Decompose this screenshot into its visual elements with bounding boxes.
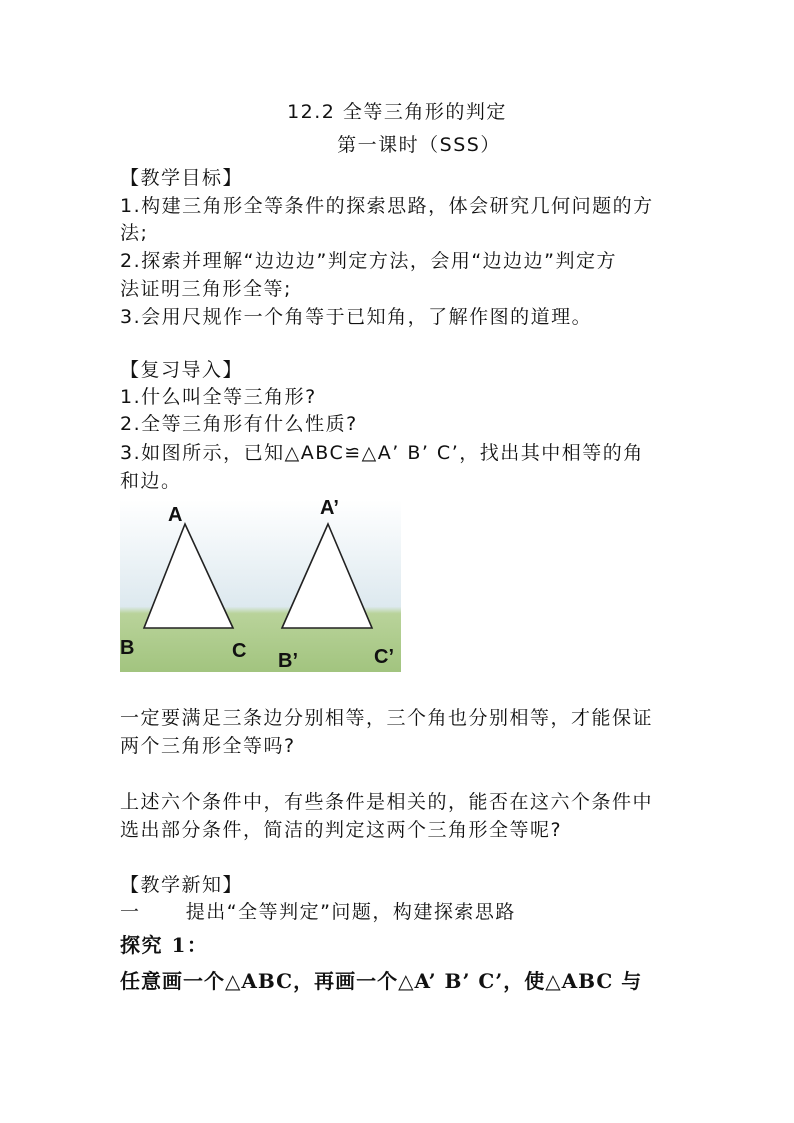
question-2-line: 上述六个条件中，有些条件是相关的，能否在这六个条件中: [120, 791, 654, 813]
question-1-line: 一定要满足三条边分别相等，三个角也分别相等，才能保证: [120, 707, 654, 729]
label-c: C: [232, 640, 247, 662]
review-heading: 【复习导入】: [120, 359, 244, 381]
objectives-heading: 【教学目标】: [120, 167, 244, 189]
objectives-line: 法;: [120, 222, 149, 244]
question-2-line: 选出部分条件，简洁的判定这两个三角形全等呢?: [120, 819, 563, 841]
congruent-triangles-figure: [120, 500, 401, 672]
label-b-prime: B’: [278, 650, 298, 672]
page-subtitle: 第一课时（SSS）: [337, 134, 501, 156]
review-line: 1.什么叫全等三角形?: [120, 386, 317, 408]
new-knowledge-item: 一 提出“全等判定”问题，构建探索思路: [120, 901, 516, 923]
objectives-line: 1.构建三角形全等条件的探索思路，体会研究几何问题的方: [120, 195, 654, 217]
explore-text: 任意画一个△ABC，再画一个△A’ B’ C’，使△ABC 与: [120, 969, 643, 993]
label-a: A: [168, 504, 183, 526]
objectives-line: 3.会用尺规作一个角等于已知角，了解作图的道理。: [120, 306, 593, 328]
new-knowledge-heading: 【教学新知】: [120, 874, 244, 896]
review-line: 和边。: [120, 470, 182, 492]
explore-label: 探究 1：: [120, 933, 209, 957]
label-b: B: [120, 637, 135, 659]
review-line: 3.如图所示，已知△ABC≌△A’ B’ C’，找出其中相等的角: [120, 442, 644, 464]
objectives-line: 法证明三角形全等;: [120, 278, 292, 300]
label-c-prime: C’: [374, 646, 394, 668]
page-title: 12.2 全等三角形的判定: [287, 101, 507, 123]
review-line: 2.全等三角形有什么性质?: [120, 413, 358, 435]
question-1-line: 两个三角形全等吗?: [120, 735, 296, 757]
objectives-line: 2.探索并理解“边边边”判定方法，会用“边边边”判定方: [120, 250, 618, 272]
label-a-prime: A’: [320, 500, 339, 519]
